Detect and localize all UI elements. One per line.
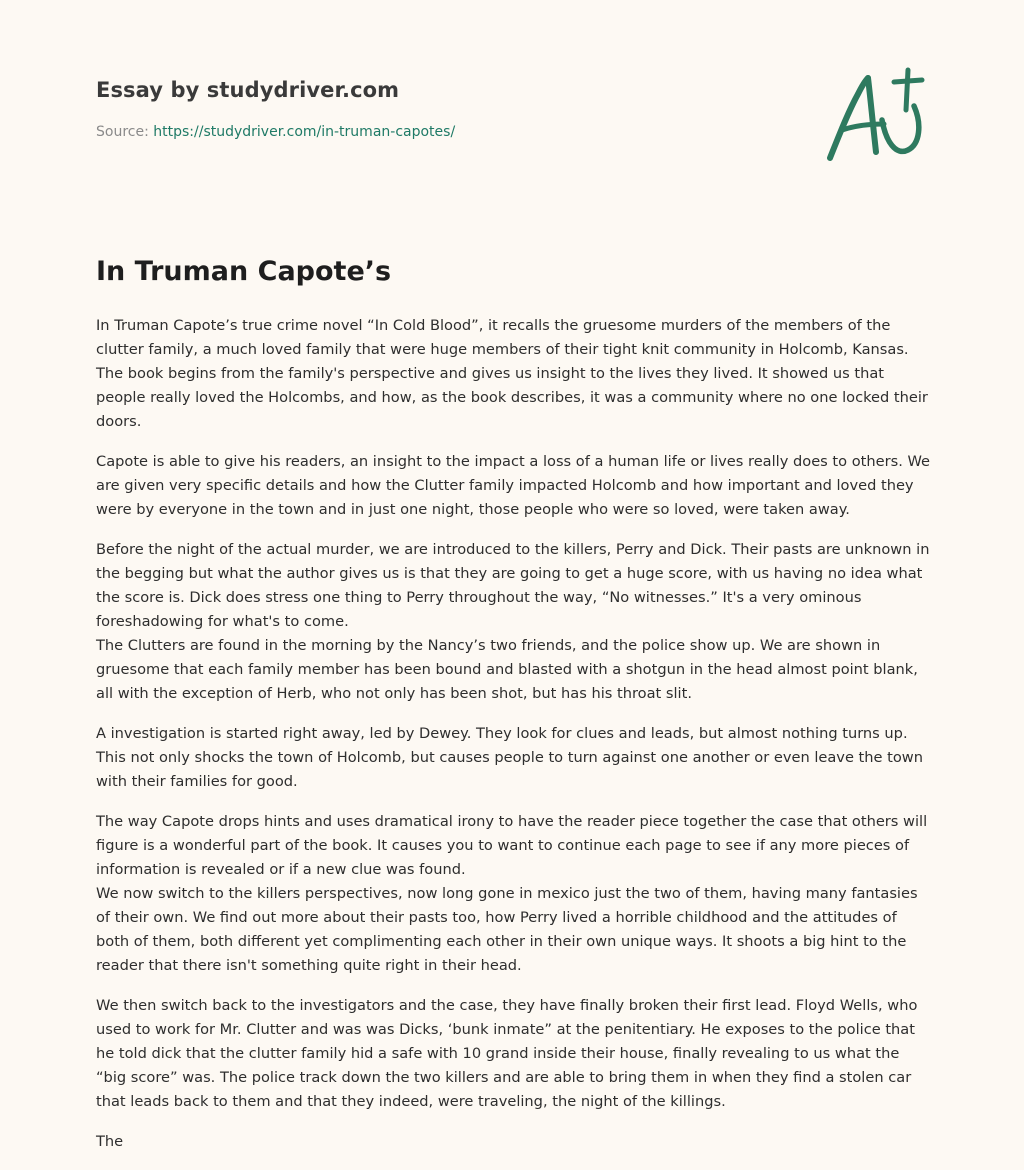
paragraph: We then switch back to the investigators and the case, they have finally broken their first lead. Floyd Wells, who used to work for Mr. Clutter and was was Dicks, ‘bunk inmate” at the penitentiary. He exposes to the police that he told dick that the clutter family hid a safe with 10 grand inside their house, finally revealing to us what the “big score” was. The police track down the two killers and are able to bring them in when they find a stolen car that leads back to them and that they indeed, were traveling, the night of the killings. bbox=[96, 997, 918, 1110]
paragraph: The Clutters are found in the morning by the Nancy’s two friends, and the police show up. We are shown in gruesome that each family member has been bound and blasted with a shotgun in the head almost point blank, all with the exception of Herb, who not only has been shot, but has his throat slit. bbox=[96, 637, 918, 702]
paragraph: Capote is able to give his readers, an insight to the impact a loss of a human life or lives really does to others. We are given very specific details and how the Clutter family impacted Holcomb and how important and loved they were by everyone in the town and in just one night, those people who were so loved, were taken away. bbox=[96, 453, 931, 518]
paragraph: We now switch to the killers perspectives, now long gone in mexico just the two of them, having many fantasies of their own. We find out more about their pasts too, how Perry lived a horrible childhood and the attitudes of both of them, both different yet complimenting each other in their own unique ways. It shoots a big hint to the reader that there isn't something quite right in their head. bbox=[96, 885, 918, 974]
source-label: Source: bbox=[96, 124, 149, 140]
a-plus-logo-icon bbox=[822, 64, 932, 168]
paragraph: In Truman Capote’s true crime novel “In Cold Blood”, it recalls the gruesome murders of the members of the clutter family, a much loved family that were huge members of their tight knit community in Holcomb, Kansas. The book begins from the family's perspective and gives us insight to the lives they lived. It showed us that people really loved the Holcombs, and how, as the book describes, it was a community where no one locked their doors. bbox=[96, 317, 928, 430]
paragraph: The bbox=[96, 1133, 124, 1150]
source-link[interactable]: https://studydriver.com/in-truman-capotes/ bbox=[153, 124, 456, 140]
essay-body bbox=[96, 314, 932, 1170]
source-line bbox=[96, 124, 455, 140]
paragraph: Before the night of the actual murder, we are introduced to the killers, Perry and Dick. Their pasts are unknown in the begging but what the author gives us is that they are going to get a huge score, with us having no idea what the score is. Dick does stress one thing to Perry throughout the way, “No witnesses.” It's a very ominous foreshadowing for what's to come. bbox=[96, 541, 930, 630]
paragraph: The way Capote drops hints and uses dramatical irony to have the reader piece together the case that others will figure is a wonderful part of the book. It causes you to want to continue each page to see if any more pieces of information is revealed or if a new clue was found. bbox=[96, 813, 928, 878]
document-title: In Truman Capote’s bbox=[96, 256, 392, 287]
site-title: Essay by studydriver.com bbox=[96, 78, 400, 102]
paragraph: A investigation is started right away, led by Dewey. They look for clues and leads, but almost nothing turns up. This not only shocks the town of Holcomb, but causes people to turn against one another or even leave the town with their families for good. bbox=[96, 725, 923, 790]
page-header bbox=[96, 0, 928, 200]
